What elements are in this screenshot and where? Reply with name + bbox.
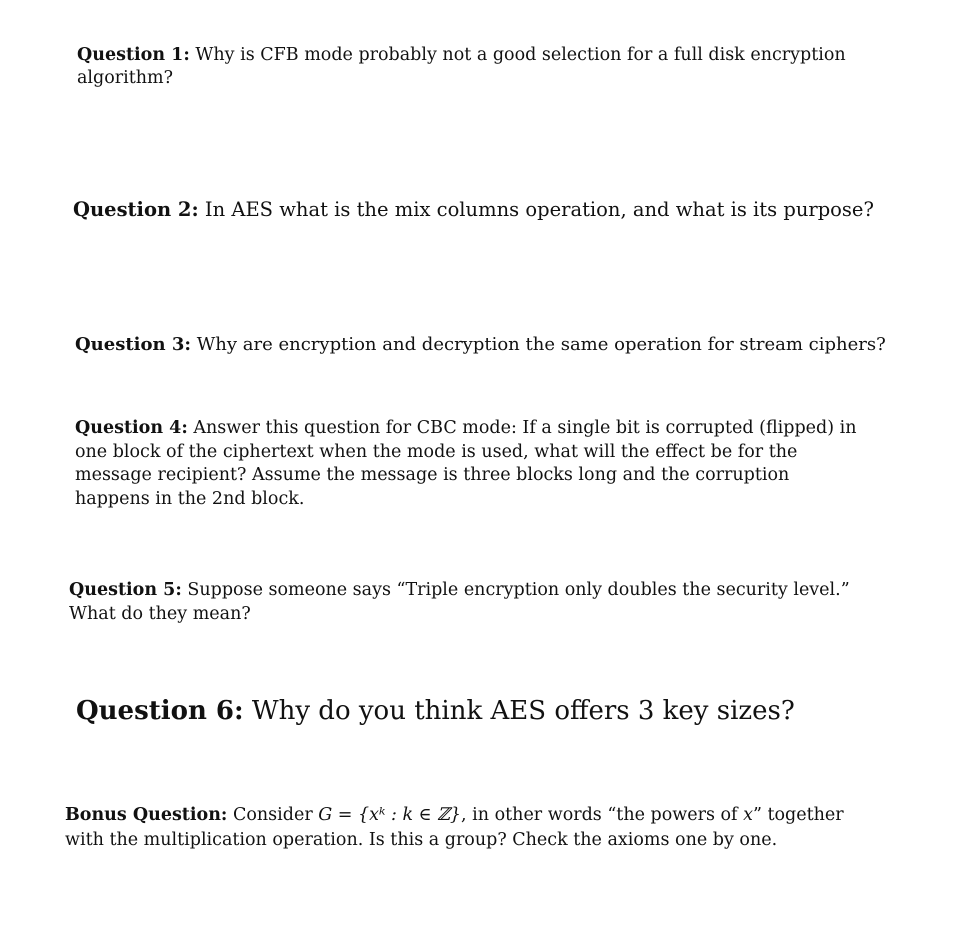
question-5-label: Question 5:: [69, 580, 182, 600]
question-4-label: Question 4:: [75, 418, 188, 438]
question-5-text: Suppose someone says “Triple encryption only doubles the security level.” What do they mean?: [69, 580, 850, 624]
question-5: [69, 578, 879, 626]
question-6-text: Why do you think AES offers 3 key sizes?: [251, 696, 795, 726]
bonus-question-label: Bonus Question:: [65, 805, 228, 825]
bonus-question: [65, 803, 885, 853]
question-1-label: Question 1:: [77, 45, 190, 65]
question-4: [75, 417, 865, 511]
question-2-label: Question 2:: [73, 198, 199, 221]
question-6-label: Question 6:: [76, 696, 244, 726]
question-3-label: Question 3:: [75, 334, 192, 355]
question-3-text: Why are encryption and decryption the same operation for stream ciphers?: [196, 334, 886, 355]
question-6: [76, 696, 896, 728]
question-4-text: Answer this question for CBC mode: If a single bit is corrupted (flipped) in one block of the ciphertext when the mode is used, what will the effect be for the message recipient? Assume the message is three blocks long and the corruption happens in the 2nd block.: [75, 418, 857, 509]
question-2: [73, 198, 893, 222]
question-3: [75, 334, 895, 356]
question-1: [77, 44, 867, 90]
bonus-text-end: ” together with the multiplication operation. Is this a group? Check the axioms one by one.: [65, 805, 844, 850]
bonus-text-before-math: Consider: [232, 805, 313, 825]
question-1-text: Why is CFB mode probably not a good selection for a full disk encryption algorithm?: [77, 45, 846, 88]
bonus-math-var: x: [743, 805, 753, 825]
question-2-text: In AES what is the mix columns operation, and what is its purpose?: [204, 198, 874, 221]
bonus-text-after-math: , in other words “the powers of: [461, 805, 738, 825]
bonus-math-set: G = {xᵏ : k ∈ ℤ}: [318, 805, 462, 825]
